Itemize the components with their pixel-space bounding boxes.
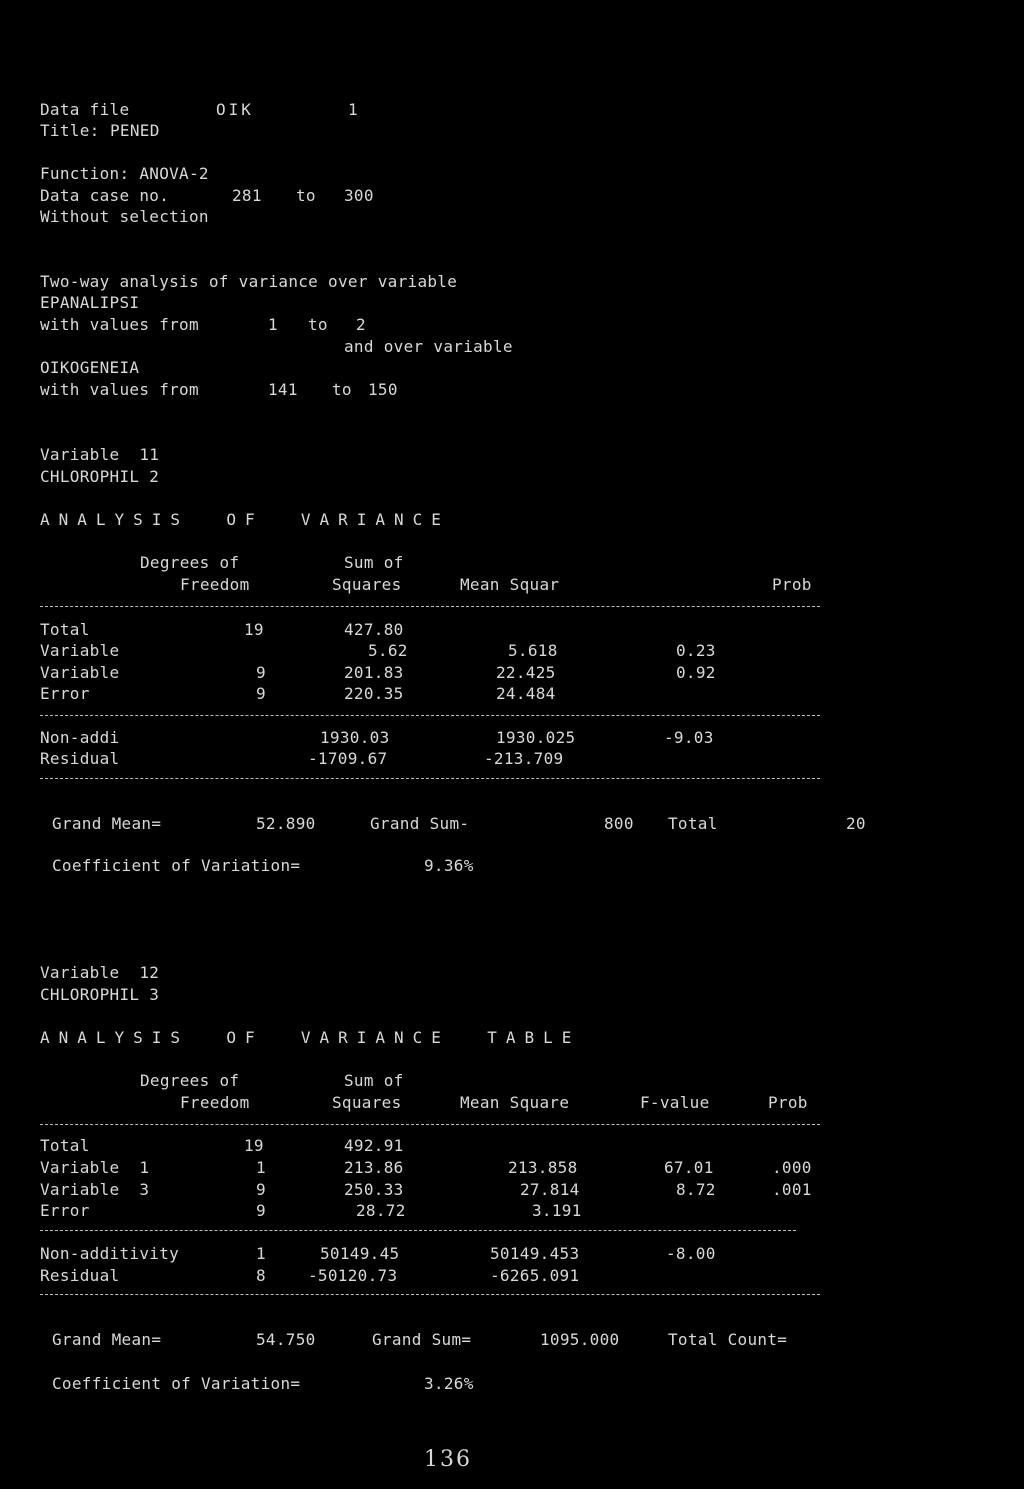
s1-col-df-b: Freedom	[180, 575, 250, 594]
s2-col-ss-a: Sum of	[344, 1071, 404, 1090]
s1-cv-label: Coefficient of Variation=	[52, 856, 301, 875]
datafile-label: Data file	[40, 100, 130, 119]
s2-nonadd-f: -8.00	[666, 1244, 716, 1263]
case-from: 281	[232, 186, 262, 205]
s1-col-df-a: Degrees of	[140, 553, 240, 572]
selection-line: Without selection	[40, 207, 209, 226]
s2-col-df-a: Degrees of	[140, 1071, 240, 1090]
s2-residual-label: Residual	[40, 1266, 120, 1285]
s2-variable-line: Variable 12	[40, 963, 160, 982]
s2-row-ss: 250.33	[344, 1180, 404, 1199]
s1-grand-sum: 800	[604, 814, 634, 833]
s1-nonadd-label: Non-addi	[40, 728, 120, 747]
s2-nonadd-ms: 50149.453	[490, 1244, 580, 1263]
s2-row-df: 19	[244, 1136, 264, 1155]
s1-cv: 9.36%	[424, 856, 474, 875]
s1-variable-line: Variable 11	[40, 445, 160, 464]
s2-grand-sum: 1095.000	[540, 1330, 620, 1349]
s1-nonadd-ms: 1930.025	[496, 728, 576, 747]
s1-residual-label: Residual	[40, 749, 120, 768]
s2-row-ms: 27.814	[520, 1180, 580, 1199]
intro-variable-1: EPANALIPSI	[40, 293, 140, 312]
s1-nonadd-ss: 1930.03	[320, 728, 390, 747]
s2-row-ss: 492.91	[344, 1136, 404, 1155]
s1-row-df: 9	[256, 663, 266, 682]
s2-residual-df: 8	[256, 1266, 266, 1285]
s1-heading: ANALYSIS OF VARIANCE	[40, 510, 450, 529]
datafile-number: 1	[348, 100, 358, 119]
s1-col-ms: Mean Squar	[460, 575, 560, 594]
s2-row-ms: 213.858	[508, 1158, 578, 1177]
s1-row-f: 0.23	[676, 641, 716, 660]
s1-row-ss: 220.35	[344, 684, 404, 703]
intro-range-from-1: 1	[268, 315, 278, 334]
datafile-name: OIK	[216, 100, 254, 119]
s2-rule-mid	[40, 1230, 796, 1231]
intro-line-4: and over variable	[344, 337, 513, 356]
s2-row-label: Total	[40, 1136, 90, 1155]
case-label: Data case no.	[40, 186, 170, 205]
s1-grand-mean-label: Grand Mean=	[52, 814, 162, 833]
intro-range-to-word-2: to	[332, 380, 352, 399]
s2-col-f: F-value	[640, 1093, 710, 1112]
s1-col-ss-b: Squares	[332, 575, 402, 594]
s1-rule-bottom	[40, 778, 820, 779]
s1-row-f: 0.92	[676, 663, 716, 682]
s2-row-f: 67.01	[664, 1158, 714, 1177]
s1-row-df: 19	[244, 620, 264, 639]
s1-variable-name: CHLOROPHIL 2	[40, 467, 160, 486]
intro-range-from-2: 141	[268, 380, 298, 399]
s2-variable-name: CHLOROPHIL 3	[40, 985, 160, 1004]
s2-row-prob: .001	[772, 1180, 812, 1199]
s2-col-ss-b: Squares	[332, 1093, 402, 1112]
s2-residual-ms: -6265.091	[490, 1266, 580, 1285]
s2-row-df: 1	[256, 1158, 266, 1177]
s2-col-prob: Prob	[768, 1093, 808, 1112]
s2-row-df: 9	[256, 1201, 266, 1220]
s2-col-ms: Mean Square	[460, 1093, 570, 1112]
s1-row-label: Total	[40, 620, 90, 639]
s2-row-label: Variable 3	[40, 1180, 150, 1199]
s2-row-f: 8.72	[676, 1180, 716, 1199]
intro-range-label-2: with values from	[40, 380, 199, 399]
s1-row-ss: 5.62	[368, 641, 408, 660]
s2-row-prob: .000	[772, 1158, 812, 1177]
s1-residual-ss: -1709.67	[308, 749, 388, 768]
s2-nonadd-ss: 50149.45	[320, 1244, 400, 1263]
title-value: PENED	[110, 121, 160, 140]
s2-residual-ss: -50120.73	[308, 1266, 398, 1285]
s2-rule-top	[40, 1124, 820, 1125]
s1-row-ms: 5.618	[508, 641, 558, 660]
s1-row-ms: 22.425	[496, 663, 556, 682]
s2-row-df: 9	[256, 1180, 266, 1199]
page-number: 136	[424, 1447, 472, 1472]
s1-row-label: Variable	[40, 663, 120, 682]
s2-col-df-b: Freedom	[180, 1093, 250, 1112]
s1-col-prob: Prob	[772, 575, 812, 594]
s2-total-count-label: Total Count=	[668, 1330, 788, 1349]
case-to-word: to	[296, 186, 316, 205]
function-line: Function: ANOVA-2	[40, 164, 209, 183]
s2-rule-bottom	[40, 1294, 820, 1295]
s2-grand-sum-label: Grand Sum=	[372, 1330, 472, 1349]
s2-row-label: Variable 1	[40, 1158, 150, 1177]
s1-row-label: Variable	[40, 641, 120, 660]
intro-variable-2: OIKOGENEIA	[40, 358, 140, 377]
s2-row-label: Error	[40, 1201, 90, 1220]
s1-row-ss: 201.83	[344, 663, 404, 682]
s1-row-ms: 24.484	[496, 684, 556, 703]
s2-nonadd-df: 1	[256, 1244, 266, 1263]
intro-line-1: Two-way analysis of variance over variable	[40, 272, 458, 291]
s1-row-df: 9	[256, 684, 266, 703]
s1-rule-mid	[40, 715, 820, 716]
s1-nonadd-f: -9.03	[664, 728, 714, 747]
s2-row-ms: 3.191	[532, 1201, 582, 1220]
title-label: Title:	[40, 121, 100, 140]
s2-row-ss: 28.72	[356, 1201, 406, 1220]
s2-row-ss: 213.86	[344, 1158, 404, 1177]
s2-grand-mean: 54.750	[256, 1330, 316, 1349]
s1-grand-mean: 52.890	[256, 814, 316, 833]
s1-total-label: Total	[668, 814, 718, 833]
case-to: 300	[344, 186, 374, 205]
intro-range-to-2: 150	[368, 380, 398, 399]
s2-nonadd-label: Non-additivity	[40, 1244, 180, 1263]
s1-col-ss-a: Sum of	[344, 553, 404, 572]
s2-cv-label: Coefficient of Variation=	[52, 1374, 301, 1393]
intro-range-to-1: 2	[356, 315, 366, 334]
intro-range-label-1: with values from	[40, 315, 199, 334]
s1-row-ss: 427.80	[344, 620, 404, 639]
s1-total-count: 20	[846, 814, 866, 833]
s1-row-label: Error	[40, 684, 90, 703]
s1-grand-sum-label: Grand Sum-	[370, 814, 470, 833]
s2-heading: ANALYSIS OF VARIANCE TABLE	[40, 1028, 581, 1047]
intro-range-to-word-1: to	[308, 315, 328, 334]
s1-rule-top	[40, 606, 820, 607]
s2-grand-mean-label: Grand Mean=	[52, 1330, 162, 1349]
s2-cv: 3.26%	[424, 1374, 474, 1393]
s1-residual-ms: -213.709	[484, 749, 564, 768]
